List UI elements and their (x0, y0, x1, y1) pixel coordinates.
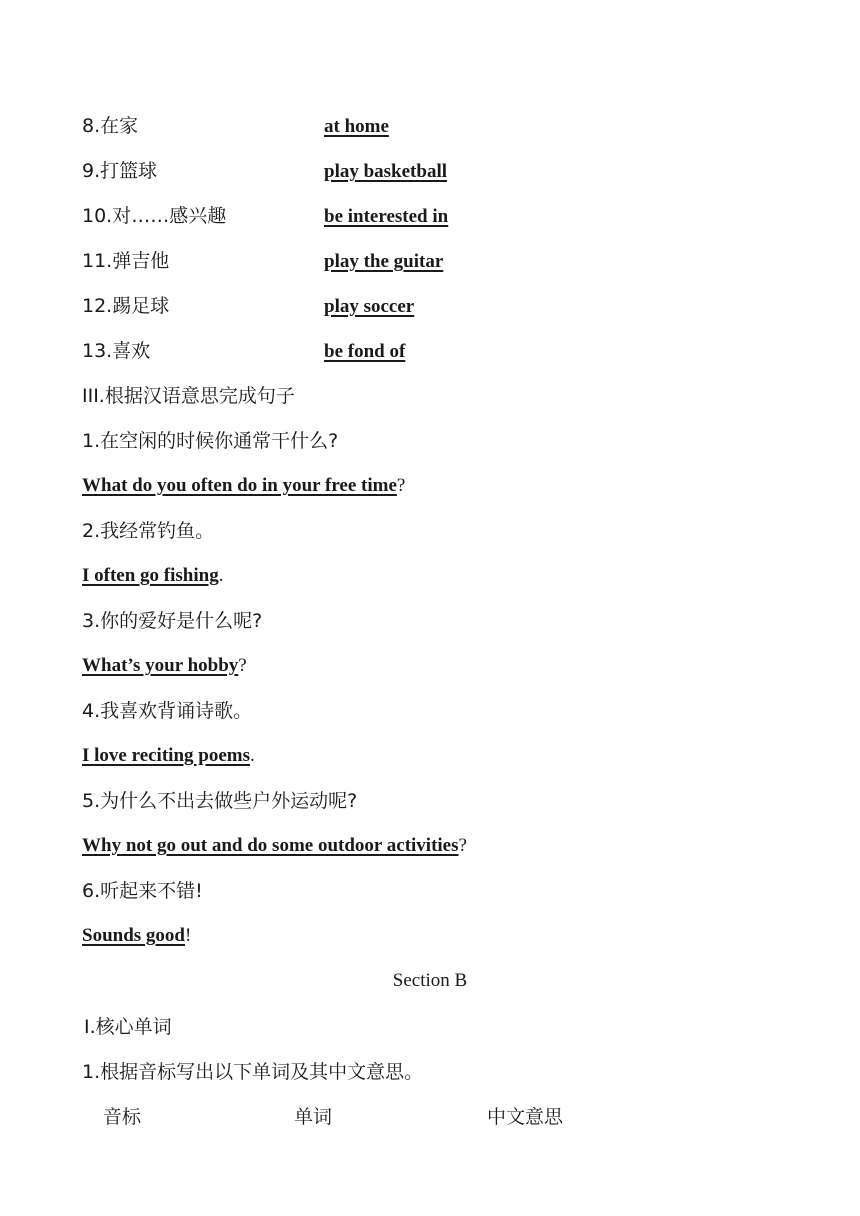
vocab-answer: at home (324, 116, 389, 137)
table-header-word: 单词 (294, 1106, 333, 1128)
sentence-punct: ? (458, 835, 467, 856)
sentence-prompt: 3.你的爱好是什么呢? (82, 610, 263, 632)
vocab-answer: be interested in (324, 206, 449, 227)
vocab-label: 13.喜欢 (82, 340, 151, 362)
instruction: 1.根据音标写出以下单词及其中文意思。 (82, 1061, 424, 1083)
vocab-label: 10.对……感兴趣 (82, 205, 227, 227)
vocab-answer: play basketball (324, 161, 448, 182)
sentence-answer-line (82, 474, 405, 498)
table-header-meaning: 中文意思 (487, 1106, 564, 1128)
sentence-answer: What do you often do in your free time (82, 475, 397, 496)
vocab-row (82, 249, 443, 274)
vocab-answer: play soccer (324, 296, 415, 317)
sentence-prompt: 4.我喜欢背诵诗歌。 (82, 700, 253, 722)
core-words-title: Ⅰ.核心单词 (84, 1016, 172, 1038)
sentence-answer-line (82, 744, 255, 768)
vocab-row (82, 339, 405, 364)
sentence-prompt: 5.为什么不出去做些户外运动呢? (82, 790, 358, 812)
table-header-phonetic: 音标 (103, 1106, 142, 1128)
vocab-label: 8.在家 (82, 115, 139, 137)
sentence-answer-line (82, 834, 467, 858)
sentence-prompt: 6.听起来不错! (82, 880, 203, 902)
sentence-punct: ? (238, 655, 247, 676)
vocab-row (82, 114, 389, 139)
sentence-answer: Sounds good (82, 925, 185, 946)
section-title: III.根据汉语意思完成句子 (82, 385, 295, 407)
sentence-prompt: 1.在空闲的时候你通常干什么? (82, 430, 339, 452)
vocab-row (82, 159, 447, 184)
vocab-row (82, 294, 414, 319)
sentence-punct: ! (184, 925, 192, 946)
sentence-prompt: 2.我经常钓鱼。 (82, 520, 215, 542)
sentence-answer: What’s your hobby (82, 655, 239, 676)
vocab-row (82, 204, 448, 229)
sentence-answer: Why not go out and do some outdoor activities (82, 835, 459, 856)
sentence-punct: . (218, 565, 224, 586)
sentence-punct: . (250, 745, 255, 766)
sentence-punct: ? (396, 475, 406, 496)
sentence-answer: I love reciting poems (82, 745, 250, 766)
sentence-answer: I often go fishing (82, 565, 219, 586)
vocab-label: 9.打篮球 (82, 160, 158, 182)
sentence-answer-line (82, 654, 247, 678)
sentence-answer-line (82, 564, 223, 588)
sentence-answer-line (82, 924, 191, 948)
vocab-label: 11.弹吉他 (82, 250, 170, 272)
vocab-answer: play the guitar (324, 251, 444, 272)
section-b-title: Section B (392, 970, 468, 991)
vocab-label: 12.踢足球 (82, 295, 170, 317)
vocab-answer: be fond of (324, 341, 406, 362)
